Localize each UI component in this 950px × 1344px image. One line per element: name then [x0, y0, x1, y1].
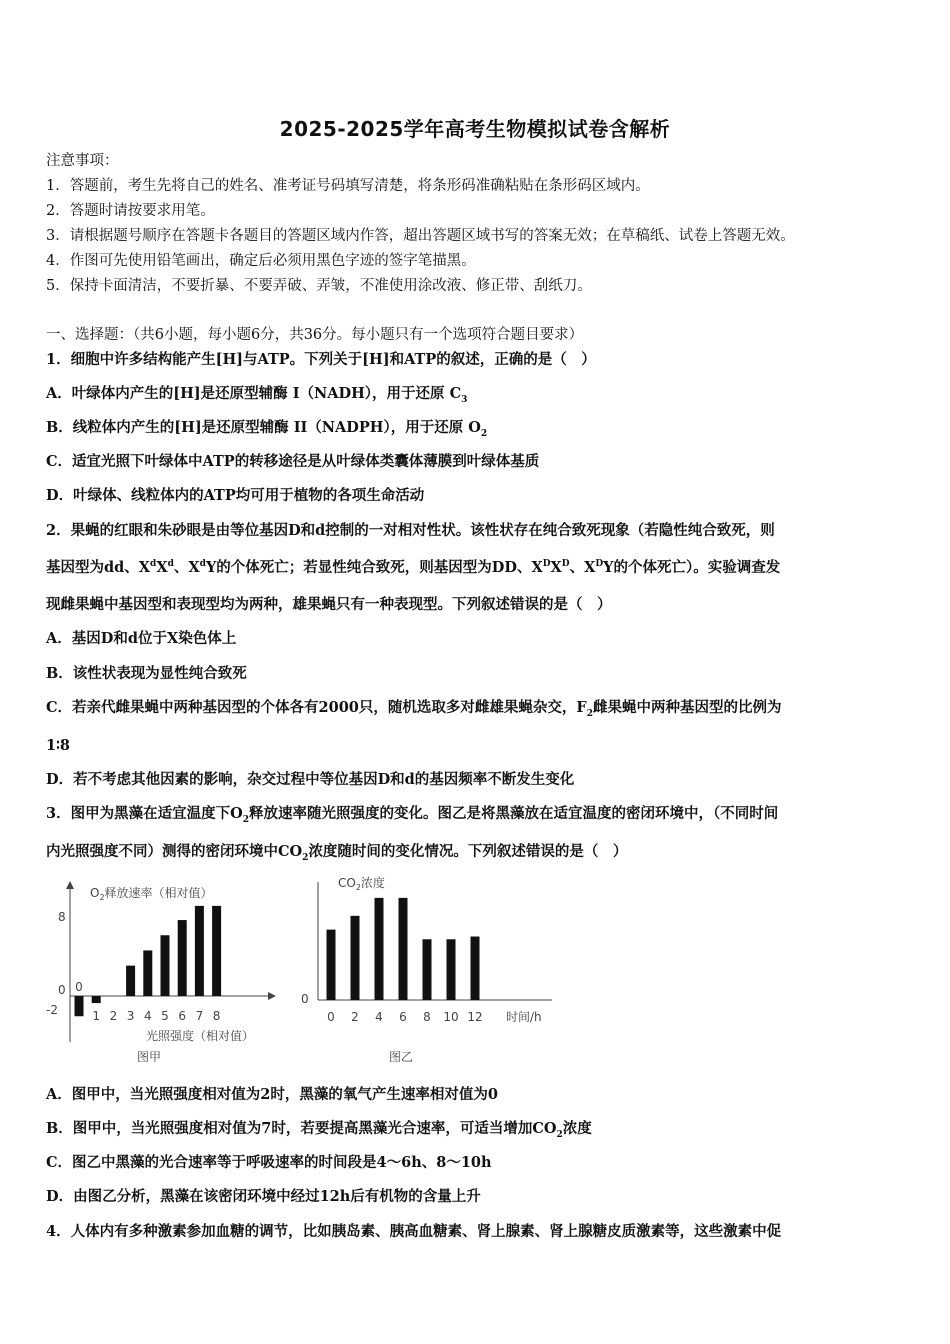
q3-option-a: A．图甲中，当光照强度相对值为2时，黑藻的氧气产生速率相对值为0	[46, 1086, 498, 1103]
chart-b-ylabel: $CO_2$浓度	[338, 876, 385, 892]
chart-b-xtick-4: 4	[375, 1010, 383, 1024]
chart-a-xtick-8: 8	[212, 1009, 221, 1023]
chart-a	[46, 881, 276, 1064]
q1-option-b: B．线粒体内产生的[H]是还原型辅酶 II（NADPH），用于还原 $O_2$	[46, 419, 488, 439]
q2-stem-line3: 现雌果蝇中基因型和表现型均为两种，雄果蝇只有一种表现型。下列叙述错误的是（ ）	[46, 596, 612, 613]
chart-a-xlabel: 光照强度（相对值）	[146, 1029, 255, 1043]
page-title: 2025-2025学年高考生物模拟试卷含解析	[279, 117, 671, 141]
chart-a-bar-4	[143, 950, 152, 996]
q2-option-c-cont: 1∶8	[46, 737, 70, 754]
chart-a-xtick-2: 2	[109, 1009, 118, 1023]
chart-b-bar-4	[375, 898, 384, 1000]
notice-item-2: 2．答题时请按要求用笔。	[46, 203, 215, 219]
chart-b-xtick-12: 12	[467, 1010, 483, 1024]
chart-a-caption: 图甲	[137, 1050, 162, 1064]
chart-a-ytick-0: 0	[58, 983, 66, 997]
chart-b-bar-2	[351, 916, 360, 1000]
figure-panel	[0, 870, 950, 1070]
chart-a-bar-3	[126, 966, 135, 996]
chart-a-xtick-4: 4	[143, 1009, 152, 1023]
q1-option-d: D．叶绿体、线粒体内的ATP均可用于植物的各项生命活动	[46, 487, 425, 504]
chart-a-xtick-0: 0	[75, 980, 83, 994]
chart-a-ytick-neg2: -2	[46, 1003, 58, 1017]
chart-b-xtick-8: 8	[423, 1010, 431, 1024]
chart-a-bar-8	[212, 906, 221, 996]
chart-b-bar-12	[471, 937, 480, 1000]
chart-a-ylabel: $O_2$释放速率（相对值）	[90, 886, 213, 902]
chart-b-xtick-2: 2	[351, 1010, 359, 1024]
chart-b-bar-10	[447, 939, 456, 1000]
chart-a-ytick-8: 8	[58, 910, 66, 924]
chart-a-xtick-3: 3	[126, 1009, 135, 1023]
notice-item-5: 5．保持卡面清洁，不要折暴、不要弄破、弄皱，不准使用涂改液、修正带、刮纸刀。	[46, 278, 592, 294]
q2-option-d: D．若不考虑其他因素的影响，杂交过程中等位基因D和d的基因频率不断发生变化	[46, 771, 575, 788]
chart-b-ytick-0: 0	[301, 992, 309, 1006]
q2-option-c: C．若亲代雌果蝇中两种基因型的个体各有2000只，随机选取多对雌雄果蝇杂交，$F_2$雌果蝇中两种基因型的比例为	[46, 699, 782, 719]
chart-b-xtick-6: 6	[399, 1010, 407, 1024]
chart-b-bar-8	[423, 939, 432, 1000]
q2-option-a: A．基因D和d位于X染色体上	[46, 630, 237, 647]
chart-b-xlabel: 时间/h	[506, 1010, 542, 1024]
chart-b-xtick-0: 0	[327, 1010, 335, 1024]
notice-item-3: 3．请根据题号顺序在答题卡各题目的答题区域内作答，超出答题区域书写的答案无效；在草稿纸、试卷上答题无效。	[46, 228, 795, 244]
notice-heading: 注意事项：	[46, 153, 119, 169]
chart-a-bar-6	[178, 920, 187, 996]
q4-stem-line1: 4．人体内有多种激素参加血糖的调节，比如胰岛素、胰高血糖素、肾上腺素、肾上腺糖皮质激素等，这些激素中促	[46, 1223, 782, 1240]
q2-option-b: B．该性状表现为显性纯合致死	[46, 665, 247, 682]
q3-stem-line2: 内光照强度不同）测得的密闭环境中$CO_2$浓度随时间的变化情况。下列叙述错误的是（ ）	[46, 843, 628, 863]
chart-a-bars	[75, 906, 222, 1023]
notice-item-1: 1．答题前，考生先将自己的姓名、准考证号码填写清楚，将条形码准确粘贴在条形码区域内。	[46, 178, 650, 194]
chart-a-bar-1	[92, 996, 101, 1003]
chart-a-bar-5	[161, 935, 170, 996]
chart-b-xtick-10: 10	[443, 1010, 459, 1024]
chart-a-xtick-7: 7	[195, 1009, 204, 1023]
q3-option-b: B．图甲中，当光照强度相对值为7时，若要提高黑藻光合速率，可适当增加$CO_2$浓度	[46, 1120, 592, 1140]
chart-a-xtick-5: 5	[161, 1009, 169, 1023]
q2-stem-line1: 2．果蝇的红眼和朱砂眼是由等位基因D和d控制的一对相对性状。该性状存在纯合致死现象（若隐性纯合致死，则	[46, 522, 775, 539]
chart-a-bar-0	[75, 996, 84, 1016]
chart-b-caption: 图乙	[389, 1050, 414, 1064]
chart-a-bar-7	[195, 906, 204, 996]
chart-a-y-arrow	[66, 881, 74, 889]
q2-stem-line2: 基因型为dd、$X^dX^d$、$X^dY$的个体死亡；若显性纯合致死，则基因型为DD、$X^DX^D$、$X^DY$的个体死亡）。实验调查发	[46, 559, 781, 576]
q3-option-c: C．图乙中黑藻的光合速率等于呼吸速率的时间段是4～6h、8～10h	[46, 1154, 492, 1171]
chart-b-bar-6	[399, 898, 408, 1000]
q3-option-d: D．由图乙分析，黑藻在该密闭环境中经过12h后有机物的含量上升	[46, 1188, 481, 1205]
section-heading: 一、选择题：（共6小题，每小题6分，共36分。每小题只有一个选项符合题目要求）	[46, 327, 584, 343]
q1-option-c: C．适宜光照下叶绿体中ATP的转移途径是从叶绿体类囊体薄膜到叶绿体基质	[46, 453, 540, 470]
chart-a-x-arrow	[268, 992, 276, 1000]
chart-a-xtick-6: 6	[178, 1009, 187, 1023]
chart-a-xtick-1: 1	[92, 1009, 101, 1023]
q1-option-a: A．叶绿体内产生的[H]是还原型辅酶 I（NADH），用于还原 $C_3$	[46, 385, 468, 405]
q3-stem-line1: 3．图甲为黑藻在适宜温度下$O_2$释放速率随光照强度的变化。图乙是将黑藻放在适宜温度的密闭环境中，（不同时间	[46, 805, 779, 825]
chart-b-bars	[327, 898, 483, 1024]
q1-stem: 1．细胞中许多结构能产生[H]与ATP。下列关于[H]和ATP的叙述，正确的是（ ）	[46, 351, 596, 368]
notice-item-4: 4．作图可先使用铅笔画出，确定后必须用黑色字迹的签字笔描黑。	[46, 253, 476, 269]
chart-b	[301, 875, 552, 1064]
chart-b-bar-0	[327, 930, 336, 1000]
